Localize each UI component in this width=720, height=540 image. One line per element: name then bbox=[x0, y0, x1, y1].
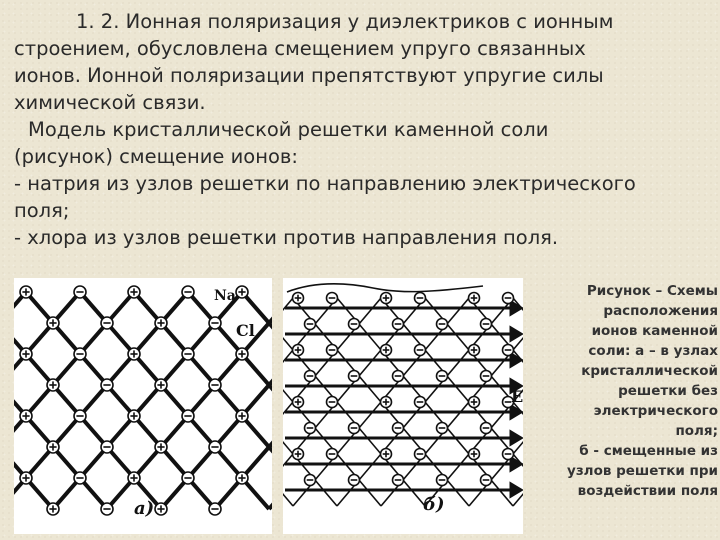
chlorine-ion bbox=[481, 371, 492, 382]
lattice-a-svg bbox=[14, 278, 272, 534]
chlorine-ion bbox=[101, 379, 113, 391]
chlorine-ion bbox=[415, 293, 426, 304]
caption-line-7: электрического bbox=[593, 403, 718, 419]
chlorine-ion bbox=[182, 410, 194, 422]
sodium-ion bbox=[155, 441, 167, 453]
chlorine-ion bbox=[393, 423, 404, 434]
chlorine-ion bbox=[209, 503, 221, 515]
sodium-ion bbox=[469, 293, 480, 304]
chlorine-ion bbox=[349, 475, 360, 486]
chlorine-ion bbox=[74, 286, 86, 298]
chlorine-ion bbox=[74, 472, 86, 484]
caption-line-1: Рисунок – Схемы bbox=[586, 283, 718, 299]
sodium-ion bbox=[469, 397, 480, 408]
lattice-figure-b bbox=[283, 278, 523, 534]
sodium-ion bbox=[236, 410, 248, 422]
sodium-ion bbox=[293, 293, 304, 304]
sodium-ion bbox=[236, 472, 248, 484]
caption-line-11: воздействии поля bbox=[577, 483, 718, 499]
chlorine-ion bbox=[415, 449, 426, 460]
chlorine-ion bbox=[349, 371, 360, 382]
sodium-ion bbox=[236, 286, 248, 298]
field-arrowhead bbox=[511, 406, 521, 418]
chlorine-ion bbox=[305, 371, 316, 382]
paragraph-3-line-2: поля; bbox=[14, 199, 70, 222]
paragraph-1-line-3: ионов. Ионной поляризации препятствуют упругие силы bbox=[14, 64, 604, 87]
chlorine-ion bbox=[182, 348, 194, 360]
paragraph-3-line-1: - натрия из узлов решетки по направлению электрического bbox=[14, 172, 636, 195]
chlorine-ion bbox=[74, 410, 86, 422]
paragraph-2-line-2: (рисунок) смещение ионов: bbox=[14, 145, 298, 168]
na-label: Na bbox=[214, 288, 236, 304]
sodium-ion bbox=[20, 410, 32, 422]
chlorine-ion bbox=[481, 423, 492, 434]
chlorine-ion bbox=[327, 449, 338, 460]
chlorine-ion bbox=[182, 472, 194, 484]
lattice-b-svg bbox=[283, 278, 523, 534]
chlorine-ion bbox=[327, 397, 338, 408]
caption-line-4: соли: а – в узлах bbox=[588, 343, 718, 359]
figure-a-tag: а) bbox=[134, 498, 155, 519]
figure-caption bbox=[522, 281, 718, 501]
sodium-ion bbox=[155, 317, 167, 329]
lattice-figure-a bbox=[14, 278, 272, 534]
caption-line-6: решетки без bbox=[618, 383, 718, 399]
chlorine-ion bbox=[74, 348, 86, 360]
chlorine-ion bbox=[393, 475, 404, 486]
cl-label: Cl bbox=[236, 321, 255, 340]
sodium-ion bbox=[293, 345, 304, 356]
sodium-ion bbox=[47, 317, 59, 329]
paragraph-1-line-1 bbox=[14, 8, 714, 35]
sodium-ion bbox=[293, 397, 304, 408]
sodium-ion bbox=[47, 441, 59, 453]
sodium-ion bbox=[128, 286, 140, 298]
chlorine-ion bbox=[305, 423, 316, 434]
paragraph-1-rest: диэлектриков с ионным bbox=[359, 10, 614, 33]
chlorine-ion bbox=[305, 319, 316, 330]
caption-line-3: ионов каменной bbox=[591, 323, 718, 339]
chlorine-ion bbox=[393, 319, 404, 330]
field-arrowhead bbox=[511, 302, 521, 314]
lattice-top-edge bbox=[287, 284, 483, 292]
paragraph-1-line-4: химической связи. bbox=[14, 91, 206, 114]
field-arrowhead bbox=[511, 328, 521, 340]
chlorine-ion bbox=[349, 319, 360, 330]
sodium-ion bbox=[381, 449, 392, 460]
chlorine-ion bbox=[437, 475, 448, 486]
sodium-ion bbox=[236, 348, 248, 360]
sodium-ion bbox=[381, 397, 392, 408]
paragraph-1-lead: 1. 2. Ионная поляризация у bbox=[76, 10, 360, 33]
chlorine-ion bbox=[182, 286, 194, 298]
sodium-ion bbox=[293, 449, 304, 460]
chlorine-ion bbox=[503, 293, 514, 304]
sodium-ion bbox=[20, 348, 32, 360]
chlorine-ion bbox=[209, 379, 221, 391]
sodium-ion bbox=[155, 503, 167, 515]
sodium-ion bbox=[47, 379, 59, 391]
chlorine-ion bbox=[349, 423, 360, 434]
sodium-ion bbox=[128, 348, 140, 360]
chlorine-ion bbox=[503, 345, 514, 356]
lattice-bond bbox=[283, 298, 293, 506]
chlorine-ion bbox=[481, 475, 492, 486]
chlorine-ion bbox=[393, 371, 404, 382]
body-text bbox=[14, 8, 714, 251]
chlorine-ion bbox=[209, 317, 221, 329]
caption-line-10: узлов решетки при bbox=[567, 463, 718, 479]
sodium-ion bbox=[469, 345, 480, 356]
caption-line-9: б - смещенные из bbox=[579, 443, 718, 459]
caption-line-8: поля; bbox=[675, 423, 718, 439]
chlorine-ion bbox=[437, 371, 448, 382]
chlorine-ion bbox=[101, 503, 113, 515]
field-arrowhead bbox=[511, 484, 521, 496]
paragraph-4-line-1: - хлора из узлов решетки против направления поля. bbox=[14, 226, 559, 249]
sodium-ion bbox=[128, 410, 140, 422]
chlorine-ion bbox=[327, 293, 338, 304]
paragraph-2-line-1: Модель кристаллической решетки каменной соли bbox=[28, 118, 549, 141]
sodium-ion bbox=[155, 379, 167, 391]
chlorine-ion bbox=[437, 423, 448, 434]
caption-line-5: кристаллической bbox=[581, 363, 718, 379]
field-arrowhead bbox=[511, 354, 521, 366]
lattice-bond bbox=[283, 298, 293, 506]
field-arrowhead bbox=[511, 458, 521, 470]
chlorine-ion bbox=[209, 441, 221, 453]
sodium-ion bbox=[469, 449, 480, 460]
sodium-ion bbox=[128, 472, 140, 484]
sodium-ion bbox=[381, 293, 392, 304]
chlorine-ion bbox=[101, 441, 113, 453]
chlorine-ion bbox=[481, 319, 492, 330]
sodium-ion bbox=[381, 345, 392, 356]
paragraph-1-line-2: строением, обусловлена смещением упруго связанных bbox=[14, 37, 586, 60]
caption-line-2: расположения bbox=[603, 303, 718, 319]
figure-b-tag: б) bbox=[423, 494, 445, 515]
chlorine-ion bbox=[503, 449, 514, 460]
chlorine-ion bbox=[415, 397, 426, 408]
chlorine-ion bbox=[101, 317, 113, 329]
field-label: E bbox=[511, 387, 523, 406]
chlorine-ion bbox=[305, 475, 316, 486]
sodium-ion bbox=[20, 286, 32, 298]
chlorine-ion bbox=[415, 345, 426, 356]
chlorine-ion bbox=[327, 345, 338, 356]
field-arrowhead bbox=[511, 432, 521, 444]
chlorine-ion bbox=[437, 319, 448, 330]
sodium-ion bbox=[20, 472, 32, 484]
sodium-ion bbox=[47, 503, 59, 515]
